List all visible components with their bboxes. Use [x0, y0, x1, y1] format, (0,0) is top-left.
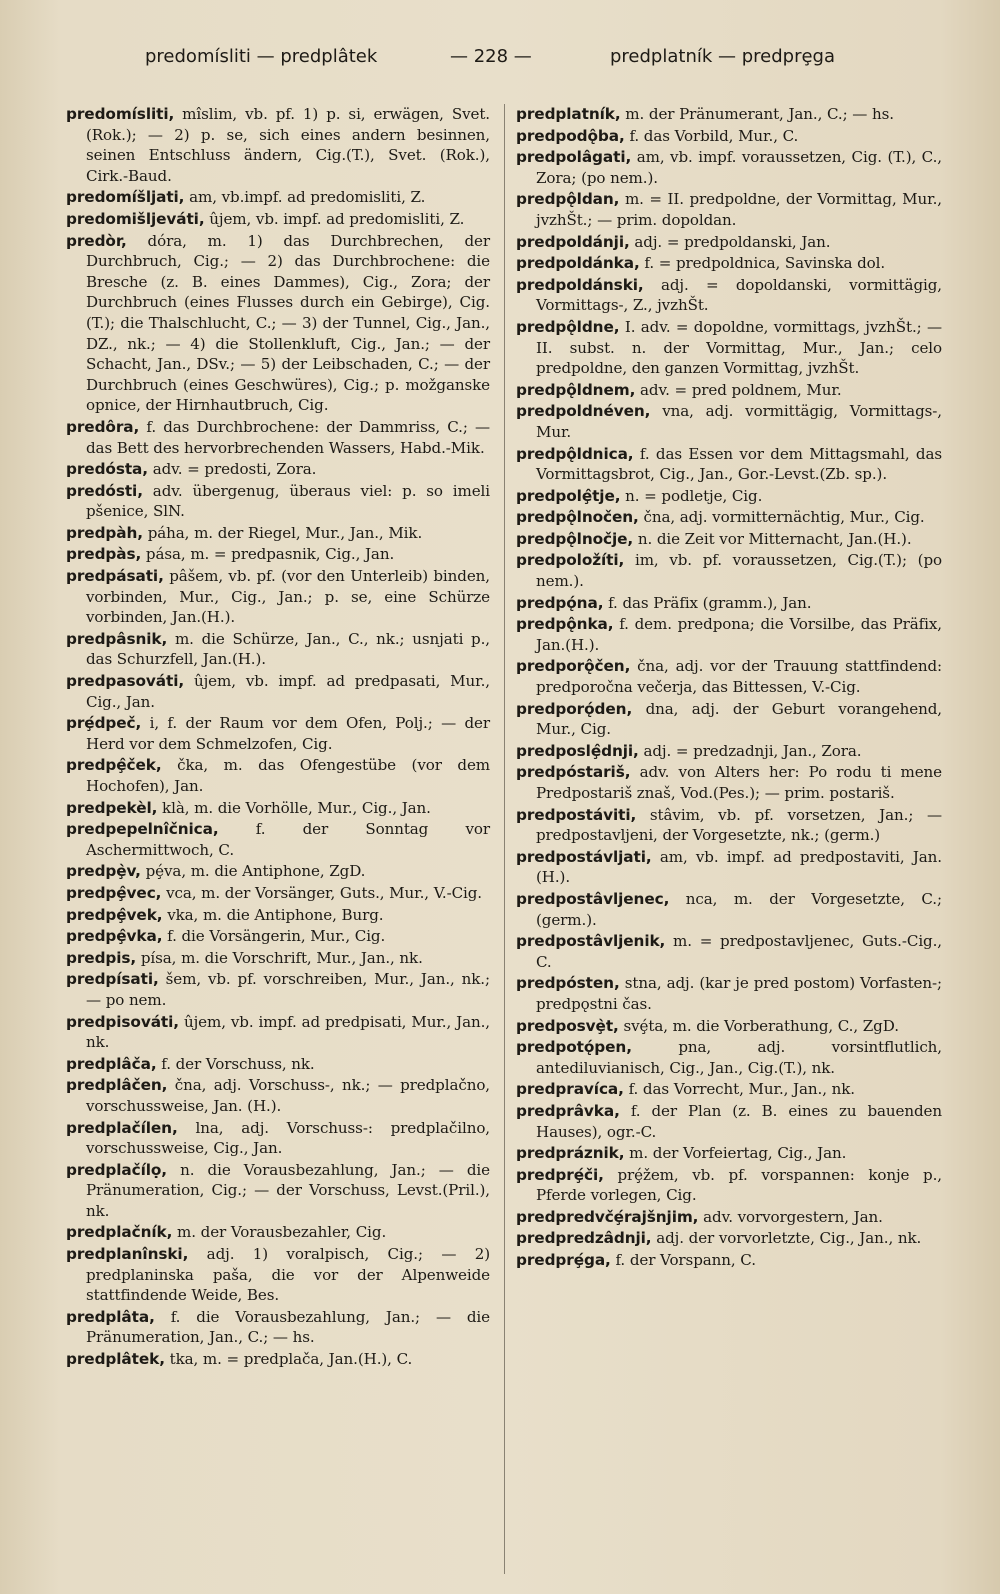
entry-definition: m. der Vorausbezahler, Cig. — [177, 1223, 387, 1242]
entry-headword: predósta, — [66, 460, 148, 479]
entry-definition: čna, adj. vormitternächtig, Mur., Cig. — [643, 508, 925, 527]
column-divider — [504, 104, 505, 1574]
entry-definition: n. die Zeit vor Mitternacht, Jan.(H.). — [637, 529, 912, 548]
entry-headword: predpoldánski, — [516, 275, 644, 294]
entry-definition: adj. der vorvorletzte, Cig., Jan., nk. — [656, 1229, 922, 1248]
entry-definition: dóra, m. 1) das Durchbrechen, der Durchbruch, Cig.; — 2) das Durchbrochene: die Bresche (z. B. eines Dammes), Cig., Zora; der Durchbruch (eines Flusses durch ein Gebirge), Cig.(T.); die Thalschlucht, C.; — 3) der Tunnel, Cig., Jan., DZ., nk.; — 4) die Stollenkluft, Cig., Jan.; — der Schacht, Jan., DSv.; — 5) der Leibschaden, C.; — der Durchbruch (eines Geschwüres), Cig.; p. možganske opnice, der Hirnhautbruch, Cig. — [86, 231, 490, 415]
entry-headword: predpóstariš, — [516, 763, 631, 782]
entry-headword: predporǫ́den, — [516, 699, 633, 718]
dictionary-entry — [516, 805, 942, 846]
entry-definition: adv. = predosti, Zora. — [152, 460, 317, 479]
entry-headword: predomíšljati, — [66, 188, 185, 207]
entry-definition: f. der Plan (z. B. eines zu bauenden Hauses), ogr.-C. — [536, 1101, 943, 1141]
dictionary-entry — [516, 699, 942, 740]
entry-definition: adj. = predpoldanski, Jan. — [634, 232, 831, 251]
dictionary-entry — [66, 209, 490, 230]
entry-definition: f. die Vorsängerin, Mur., Cig. — [167, 927, 386, 946]
entry-headword: predplanînski, — [66, 1245, 189, 1264]
entry-headword: predposvȩ̀t, — [516, 1016, 619, 1035]
right-column — [516, 104, 942, 1272]
dictionary-entry — [66, 1349, 490, 1370]
entry-headword: predplatník, — [516, 105, 621, 123]
dictionary-entry — [66, 231, 490, 416]
dictionary-entry — [66, 544, 490, 565]
entry-definition: stna, adj. (kar je pred postom) Vorfasten-; predpǫstni čas. — [536, 974, 942, 1013]
entry-definition: m. = predpostavljenec, Guts.-Cig., C. — [536, 932, 942, 971]
entry-headword: predpisováti, — [66, 1012, 179, 1031]
dictionary-entry — [66, 948, 490, 969]
dictionary-entry — [516, 1165, 942, 1206]
entry-definition: f. der Vorspann, C. — [615, 1251, 756, 1270]
dictionary-entry — [66, 1222, 490, 1243]
entry-headword: predpepelnîčnica, — [66, 820, 219, 839]
entry-definition: nca, m. der Vorgesetzte, C.; (germ.). — [536, 889, 942, 929]
dictionary-entry — [66, 1244, 490, 1306]
entry-headword: predpolȩ̂tje, — [516, 486, 621, 505]
entry-definition: tka, m. = predplača, Jan.(H.), C. — [169, 1350, 413, 1369]
entry-definition: vka, m. die Antiphone, Burg. — [167, 905, 384, 924]
dictionary-entry — [516, 232, 942, 253]
entry-definition: adv. übergenug, überaus viel: p. so imeli pšenice, SlN. — [86, 481, 491, 521]
entry-headword: predpǫ̂ldnica, — [516, 444, 634, 463]
entry-headword: predomišljeváti, — [66, 209, 205, 228]
entry-definition: adj. = predzadnji, Jan., Zora. — [643, 741, 862, 760]
dictionary-entry — [516, 614, 942, 655]
entry-headword: predporǫ̂čen, — [516, 657, 631, 676]
entry-definition: f. der Sonntag vor Aschermittwoch, C. — [86, 820, 490, 859]
entry-definition: m. die Schürze, Jan., C., nk.; usnjati p., das Schurzfell, Jan.(H.). — [86, 629, 490, 669]
dictionary-entry — [66, 755, 490, 796]
entry-headword: predpȩ̂vek, — [66, 905, 163, 924]
dictionary-entry — [66, 905, 490, 926]
entry-definition: vna, adj. vormittägig, Vormittags-, Mur. — [536, 402, 942, 441]
dictionary-entry — [516, 317, 942, 379]
dictionary-entry — [516, 444, 942, 485]
entry-definition: páha, m. der Riegel, Mur., Jan., Mik. — [147, 523, 423, 542]
entry-definition: adj. = dopoldanski, vormittägig, Vormittags-, Z., jvzhŠt. — [536, 275, 942, 315]
entry-headword: predpósten, — [516, 974, 620, 993]
dictionary-entry — [516, 550, 942, 591]
entry-headword: predpostávljati, — [516, 847, 652, 866]
dictionary-entry — [66, 459, 490, 480]
entry-headword: predpekèl, — [66, 798, 158, 817]
entry-headword: predpǫ́na, — [516, 593, 604, 612]
entry-definition: písa, m. die Vorschrift, Mur., Jan., nk. — [140, 948, 423, 967]
entry-definition: svȩ́ta, m. die Vorberathung, C., ZgD. — [623, 1016, 899, 1035]
running-header — [0, 46, 1000, 82]
dictionary-entry — [516, 253, 942, 274]
entry-headword: predpredzâdnji, — [516, 1229, 652, 1248]
dictionary-entry — [66, 187, 490, 208]
dictionary-entry — [516, 1207, 942, 1228]
entry-headword: predpǫ̂ldnem, — [516, 380, 636, 399]
dictionary-entry — [66, 481, 490, 522]
entry-definition: f. das Essen vor dem Mittagsmahl, das Vormittagsbrot, Cig., Jan., Gor.-Levst.(Zb. sp.). — [536, 444, 943, 484]
entry-headword: predpǫ̂lnočen, — [516, 508, 639, 527]
entry-headword: prȩ́dpeč, — [66, 714, 142, 733]
dictionary-entry — [516, 1101, 942, 1142]
entry-definition: f. das Vorrecht, Mur., Jan., nk. — [628, 1080, 855, 1099]
entry-definition: am, vb. impf. ad predpostaviti, Jan.(H.). — [536, 847, 942, 887]
entry-headword: predplâtek, — [66, 1350, 165, 1369]
entry-headword: predpásati, — [66, 567, 164, 586]
entry-headword: predpísati, — [66, 970, 159, 989]
dictionary-entry — [66, 713, 490, 754]
dictionary-entry — [66, 523, 490, 544]
dictionary-entry — [516, 889, 942, 930]
dictionary-entry — [66, 417, 490, 458]
entry-headword: predpǫ̂lnočje, — [516, 529, 634, 548]
entry-headword: predpostáviti, — [516, 805, 637, 824]
dictionary-entry — [516, 656, 942, 697]
entry-headword: predpȩ̂vka, — [66, 927, 163, 946]
header-right-guideword: predplatník — predprȩga — [610, 46, 836, 67]
dictionary-entry — [66, 883, 490, 904]
dictionary-entry — [516, 1037, 942, 1078]
entry-headword: predplačník, — [66, 1223, 173, 1242]
entry-headword: predòr, — [66, 231, 127, 250]
dictionary-entry — [516, 593, 942, 614]
entry-definition: čna, adj. Vorschuss-, nk.; — predplačno, vorschussweise, Jan. (H.). — [86, 1076, 491, 1115]
entry-headword: predpotǫ́pen, — [516, 1038, 632, 1057]
entry-headword: predpasováti, — [66, 672, 185, 691]
entry-headword: predpostâvljenik, — [516, 932, 666, 951]
entry-definition: f. das Durchbrochene: der Dammriss, C.; — das Bett des hervorbrechenden Wassers, Habd.-Mik. — [86, 417, 490, 457]
entry-definition: vca, m. der Vorsänger, Guts., Mur., V.-Cig. — [166, 883, 483, 902]
entry-definition: pása, m. = predpasnik, Cig., Jan. — [145, 545, 395, 564]
entry-definition: n. = podletje, Cig. — [625, 486, 763, 505]
dictionary-entry — [516, 973, 942, 1014]
dictionary-entry — [516, 507, 942, 528]
entry-headword: predpoldánji, — [516, 232, 630, 251]
entry-definition: pȩ́va, m. die Antiphone, ZgD. — [145, 862, 366, 881]
entry-headword: predpodǫ̂ba, — [516, 126, 625, 145]
entry-headword: predpȩ̂vec, — [66, 883, 162, 902]
dictionary-entry — [516, 486, 942, 507]
dictionary-entry — [516, 1228, 942, 1249]
entry-headword: predpoldánka, — [516, 254, 640, 273]
dictionary-entry — [516, 762, 942, 803]
entry-headword: predplačílọ, — [66, 1160, 168, 1179]
dictionary-entry — [66, 629, 490, 670]
entry-headword: predprȩ́ga, — [516, 1251, 611, 1270]
dictionary-entry — [516, 931, 942, 972]
entry-headword: predplâta, — [66, 1307, 155, 1326]
dictionary-entry — [516, 126, 942, 147]
dictionary-entry — [66, 1160, 490, 1222]
entry-headword: predpoložíti, — [516, 551, 625, 570]
entry-definition: f. das Vorbild, Mur., C. — [629, 126, 799, 145]
entry-headword: predpȩ̂ček, — [66, 756, 162, 775]
dictionary-entry — [516, 147, 942, 188]
entry-definition: m. der Pränumerant, Jan., C.; — hs. — [625, 105, 894, 123]
entry-definition: f. das Präfix (gramm.), Jan. — [608, 593, 812, 612]
entry-headword: predôra, — [66, 417, 140, 436]
dictionary-entry — [66, 1054, 490, 1075]
entry-definition: im, vb. pf. voraussetzen, Cig.(T.); (po nem.). — [536, 551, 942, 591]
dictionary-entry — [516, 1016, 942, 1037]
entry-definition: m. der Vorfeiertag, Cig., Jan. — [629, 1144, 847, 1163]
entry-definition: pna, adj. vorsintflutlich, antediluvianisch, Cig., Jan., Cig.(T.), nk. — [536, 1038, 942, 1077]
entry-definition: f. der Vorschuss, nk. — [161, 1054, 315, 1073]
dictionary-entry — [66, 104, 490, 186]
entry-headword: predpravíca, — [516, 1080, 624, 1099]
entry-definition: prȩ́žem, vb. pf. vorspannen: konje p., Pferde vorlegen, Cig. — [536, 1165, 942, 1205]
entry-headword: predpǫ̂nka, — [516, 615, 614, 634]
entry-definition: čka, m. das Ofengestübe (vor dem Hochofen), Jan. — [86, 756, 490, 795]
entry-definition: lna, adj. Vorschuss-: predplačilno, vorschussweise, Cig., Jan. — [86, 1118, 490, 1158]
entry-headword: predplâčen, — [66, 1076, 168, 1095]
dictionary-entry — [516, 1250, 942, 1271]
entry-definition: ûjem, vb. impf. ad predpasati, Mur., Cig., Jan. — [86, 672, 490, 711]
dictionary-entry — [516, 847, 942, 888]
dictionary-entry — [516, 1079, 942, 1100]
entry-definition: i, f. der Raum vor dem Ofen, Polj.; — der Herd vor dem Schmelzofen, Cig. — [86, 714, 490, 753]
entry-definition: šem, vb. pf. vorschreiben, Mur., Jan., nk.; — po nem. — [86, 970, 490, 1009]
entry-headword: predprâvka, — [516, 1101, 620, 1120]
entry-definition: stâvim, vb. pf. vorsetzen, Jan.; — predpostavljeni, der Vorgesetzte, nk.; (germ.) — [536, 805, 942, 845]
dictionary-entry — [66, 1012, 490, 1053]
dictionary-entry — [66, 926, 490, 947]
entry-headword: predpis, — [66, 948, 137, 967]
entry-definition: f. = predpoldnica, Savinska dol. — [644, 254, 886, 273]
dictionary-entry — [66, 1075, 490, 1116]
entry-headword: predpàh, — [66, 523, 143, 542]
entry-headword: predpoldnéven, — [516, 402, 651, 421]
entry-headword: predpredvčȩ́rajšnjim, — [516, 1207, 699, 1226]
entry-definition: pâšem, vb. pf. (vor den Unterleib) binden, vorbinden, Mur., Cig., Jan.; p. se, eine Schürze vorbinden, Jan.(H.). — [86, 567, 490, 627]
entry-headword: predpȩ̀v, — [66, 862, 141, 881]
entry-headword: predposlȩ̂dnji, — [516, 741, 639, 760]
entry-definition: dna, adj. der Geburt vorangehend, Mur., Cig. — [536, 699, 943, 739]
dictionary-entry — [516, 529, 942, 550]
entry-headword: predomísliti, — [66, 105, 175, 123]
entry-definition: mîslim, vb. pf. 1) p. si, erwägen, Svet.(Rok.); — 2) p. se, sich eines andern besinnen, seinen Entschluss ändern, Cig.(T.), Svet. (Rok.), Cirk.-Baud. — [86, 105, 490, 185]
left-column — [66, 104, 490, 1371]
entry-headword: predpráznik, — [516, 1144, 625, 1163]
dictionary-entry — [66, 671, 490, 712]
entry-definition: čna, adj. vor der Trauung stattfindend: predporočna večerja, das Bittessen, V.-Cig. — [536, 657, 942, 697]
entry-definition: ûjem, vb. impf. ad predomisliti, Z. — [209, 209, 465, 228]
entry-headword: predpolâgati, — [516, 148, 632, 167]
entry-definition: ûjem, vb. impf. ad predpisati, Mur., Jan., nk. — [86, 1012, 490, 1052]
entry-headword: predplačílen, — [66, 1118, 178, 1137]
entry-definition: f. dem. predpona; die Vorsilbe, das Präfix, Jan.(H.). — [536, 615, 942, 654]
entry-definition: adv. von Alters her: Po rodu ti mene Predpostariš znaš, Vod.(Pes.); — prim. postariš. — [536, 763, 942, 802]
dictionary-entry — [66, 566, 490, 628]
entry-definition: adv. vorvorgestern, Jan. — [703, 1207, 883, 1226]
dictionary-entry — [516, 401, 942, 442]
entry-headword: predplâča, — [66, 1054, 157, 1073]
page-number: — 228 — — [450, 46, 532, 67]
dictionary-entry — [516, 275, 942, 316]
entry-headword: predpǫ̂ldan, — [516, 190, 620, 209]
entry-definition: adv. = pred poldnem, Mur. — [640, 380, 842, 399]
entry-definition: klà, m. die Vorhölle, Mur., Cig., Jan. — [162, 798, 431, 817]
dictionary-entry — [66, 861, 490, 882]
dictionary-entry — [66, 798, 490, 819]
entry-headword: predpâsnik, — [66, 629, 168, 648]
entry-definition: am, vb. impf. voraussetzen, Cig. (T.), C., Zora; (po nem.). — [536, 148, 942, 187]
entry-definition: f. die Vorausbezahlung, Jan.; — die Pränumeration, Jan., C.; — hs. — [86, 1307, 490, 1347]
entry-definition: adj. 1) voralpisch, Cig.; — 2) predplaninska paša, die vor der Alpenweide stattfindende Weide, Bes. — [86, 1245, 490, 1305]
dictionary-entry — [66, 969, 490, 1010]
entry-definition: I. adv. = dopoldne, vormittags, jvzhŠt.; — II. subst. n. der Vormittag, Mur., Jan.; celo predpoldne, den ganzen Vormittag, jvzhŠt. — [536, 317, 943, 378]
entry-headword: predpǫ̂ldne, — [516, 317, 620, 336]
dictionary-entry — [516, 189, 942, 230]
entry-definition: n. die Vorausbezahlung, Jan.; — die Pränumeration, Cig.; — der Vorschuss, Levst.(Pril.), nk. — [86, 1160, 490, 1220]
entry-definition: m. = II. predpoldne, der Vormittag, Mur., jvzhŠt.; — prim. dopoldan. — [536, 190, 943, 229]
header-left-guideword: predomísliti — predplâtek — [145, 46, 378, 67]
entry-headword: predpàs, — [66, 545, 142, 564]
entry-definition: am, vb.impf. ad predomisliti, Z. — [189, 188, 426, 207]
dictionary-entry — [66, 1307, 490, 1348]
dictionary-entry — [516, 1143, 942, 1164]
dictionary-entry — [66, 1118, 490, 1159]
dictionary-entry — [516, 741, 942, 762]
entry-headword: predósti, — [66, 481, 143, 500]
dictionary-entry — [516, 104, 942, 125]
entry-headword: predpostâvljenec, — [516, 889, 670, 908]
entry-headword: predprȩ́či, — [516, 1165, 604, 1184]
dictionary-entry — [516, 380, 942, 401]
dictionary-entry — [66, 819, 490, 860]
